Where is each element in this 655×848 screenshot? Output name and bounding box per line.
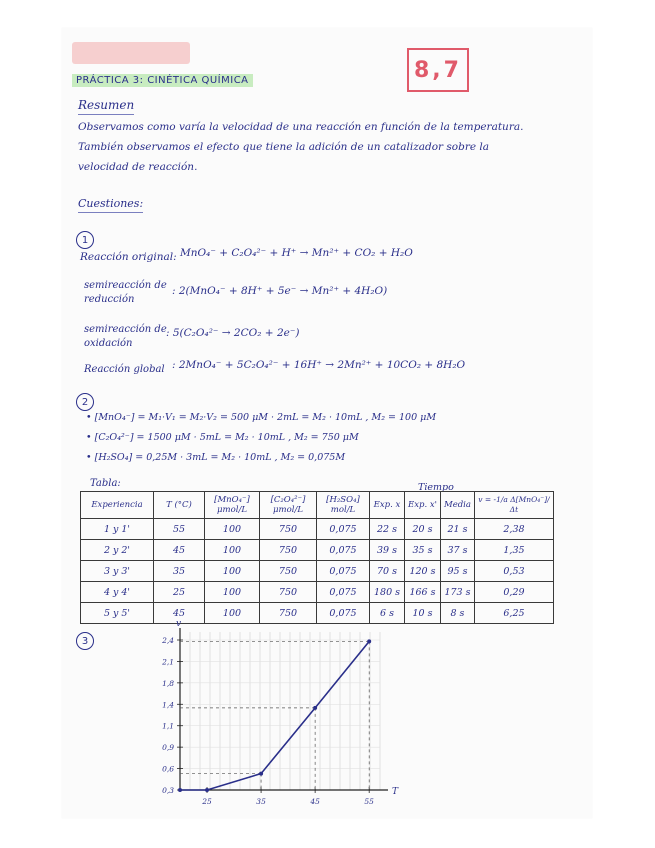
y-tick-label: 0,6 — [162, 764, 174, 774]
y-tick-label: 1,4 — [162, 700, 174, 710]
redacted-name-box — [72, 42, 190, 64]
cell-exp-x: 22 s — [370, 519, 405, 540]
cell-exp-x: 180 s — [370, 582, 405, 603]
y-axis-label: v — [176, 619, 182, 629]
cell-velocidad: 1,35 — [474, 540, 553, 561]
cell-c2o4: 750 — [260, 582, 317, 603]
table-row — [81, 540, 554, 561]
data-point — [178, 788, 182, 792]
question-3-number: 3 — [76, 632, 94, 650]
cell-h2so4: 0,075 — [317, 540, 370, 561]
reaccion-original-label: Reacción original: — [80, 251, 177, 263]
tabla-label: Tabla: — [90, 478, 121, 489]
header-velocidad: v = -1/a Δ[MnO₄⁻]/Δt — [474, 492, 553, 519]
data-point — [367, 639, 371, 643]
data-point — [205, 788, 209, 792]
cell-velocidad: 6,25 — [474, 603, 553, 624]
question-1-number: 1 — [76, 231, 94, 249]
cell-experiencia: 1 y 1' — [81, 519, 154, 540]
cell-experiencia: 4 y 4' — [81, 582, 154, 603]
cell-media: 37 s — [440, 540, 474, 561]
cell-mno4: 100 — [205, 582, 260, 603]
header-exp-x: Exp. x — [370, 492, 405, 519]
y-tick-label: 0,3 — [162, 786, 174, 795]
cell-exp-x: 6 s — [370, 603, 405, 624]
cell-h2so4: 0,075 — [317, 561, 370, 582]
cell-temperatura: 45 — [154, 603, 205, 624]
page-title: PRÁCTICA 3: CINÉTICA QUÍMICA — [72, 74, 253, 87]
cell-velocidad: 2,38 — [474, 519, 553, 540]
cell-temperatura: 25 — [154, 582, 205, 603]
x-axis-label: T — [392, 787, 399, 797]
tiempo-header: Tiempo — [418, 482, 454, 493]
cell-c2o4: 750 — [260, 561, 317, 582]
cell-velocidad: 0,53 — [474, 561, 553, 582]
data-point — [313, 706, 317, 710]
cell-h2so4: 0,075 — [317, 603, 370, 624]
cell-experiencia: 2 y 2' — [81, 540, 154, 561]
reaccion-global: : 2MnO₄⁻ + 5C₂O₄²⁻ + 16H⁺ → 2Mn²⁺ + 10CO₂ + 8H₂O — [172, 359, 466, 371]
cell-temperatura: 35 — [154, 561, 205, 582]
table-row — [81, 582, 554, 603]
table-row — [81, 519, 554, 540]
semi-oxidacion-label-2: oxidación — [84, 338, 133, 349]
header-c2o4: [C₂O₄²⁻] μmol/L — [260, 492, 317, 519]
cell-temperatura: 55 — [154, 519, 205, 540]
concentration-line-3: • [H₂SO₄] = 0,25M · 3mL = M₂ · 10mL , M₂ = 0,075M — [86, 452, 346, 463]
y-tick-label: 2,1 — [162, 657, 174, 667]
y-tick-label: 2,4 — [162, 636, 174, 645]
cell-mno4: 100 — [205, 540, 260, 561]
cell-exp-x-prime: 120 s — [405, 561, 441, 582]
question-2-number: 2 — [76, 393, 94, 411]
table-row — [81, 561, 554, 582]
grade-box: 8,7 — [407, 48, 469, 92]
cell-c2o4: 750 — [260, 603, 317, 624]
cell-exp-x: 39 s — [370, 540, 405, 561]
semi-reduccion-label-1: semireacción de — [84, 280, 167, 291]
cell-temperatura: 45 — [154, 540, 205, 561]
semi-oxidacion-label-1: semireacción de — [84, 324, 167, 335]
resumen-heading: Resumen — [78, 98, 134, 115]
cell-exp-x-prime: 35 s — [405, 540, 441, 561]
cell-mno4: 100 — [205, 561, 260, 582]
cell-media: 21 s — [440, 519, 474, 540]
cell-c2o4: 750 — [260, 540, 317, 561]
header-experiencia: Experiencia — [81, 492, 154, 519]
y-tick-label: 1,1 — [162, 721, 174, 731]
global-label: Reacción global — [84, 364, 165, 375]
reaccion-original: MnO₄⁻ + C₂O₄²⁻ + H⁺ → Mn²⁺ + CO₂ + H₂O — [180, 247, 413, 259]
cell-h2so4: 0,075 — [317, 519, 370, 540]
chart-grid — [180, 632, 380, 790]
cell-c2o4: 750 — [260, 519, 317, 540]
header-mno4: [MnO₄⁻] μmol/L — [205, 492, 260, 519]
cell-experiencia: 3 y 3' — [81, 561, 154, 582]
cell-exp-x-prime: 10 s — [405, 603, 441, 624]
header-temperatura: T (°C) — [154, 492, 205, 519]
velocity-temperature-chart — [150, 618, 400, 814]
cell-velocidad: 0,29 — [474, 582, 553, 603]
concentration-line-1: • [MnO₄⁻] = M₁·V₁ = M₂·V₂ = 500 μM · 2mL = M₂ · 10mL , M₂ = 100 μM — [86, 412, 437, 423]
header-exp-x-prime: Exp. x' — [405, 492, 441, 519]
x-tick-label: 55 — [364, 797, 374, 806]
table-header-row — [81, 492, 554, 519]
cell-mno4: 100 — [205, 603, 260, 624]
resumen-line-3: velocidad de reacción. — [78, 161, 198, 173]
chart-series — [178, 639, 371, 792]
cell-h2so4: 0,075 — [317, 582, 370, 603]
cuestiones-heading: Cuestiones: — [78, 196, 143, 213]
cell-experiencia: 5 y 5' — [81, 603, 154, 624]
resumen-line-1: Observamos como varía la velocidad de una reacción en función de la temperatura. — [78, 121, 524, 133]
cell-mno4: 100 — [205, 519, 260, 540]
x-tick-label: 35 — [256, 797, 266, 806]
semi-reduccion-label-2: reducción — [84, 294, 135, 305]
cell-media: 173 s — [440, 582, 474, 603]
header-media: Media — [440, 492, 474, 519]
series-line — [180, 641, 369, 790]
semi-oxidacion: : 5(C₂O₄²⁻ → 2CO₂ + 2e⁻) — [166, 327, 300, 339]
data-table — [80, 491, 554, 624]
header-h2so4: [H₂SO₄] mol/L — [317, 492, 370, 519]
semi-reduccion: : 2(MnO₄⁻ + 8H⁺ + 5e⁻ → Mn²⁺ + 4H₂O) — [172, 285, 388, 297]
x-tick-label: 25 — [202, 797, 212, 806]
cell-exp-x-prime: 166 s — [405, 582, 441, 603]
x-tick-label: 45 — [310, 797, 320, 806]
cell-media: 95 s — [440, 561, 474, 582]
y-tick-label: 1,8 — [162, 678, 174, 688]
data-point — [259, 772, 263, 776]
concentration-line-2: • [C₂O₄²⁻] = 1500 μM · 5mL = M₂ · 10mL , M₂ = 750 μM — [86, 432, 359, 443]
y-tick-label: 0,9 — [162, 743, 174, 753]
resumen-line-2: También observamos el efecto que tiene la adición de un catalizador sobre la — [78, 141, 490, 153]
cell-exp-x: 70 s — [370, 561, 405, 582]
cell-exp-x-prime: 20 s — [405, 519, 441, 540]
cell-media: 8 s — [440, 603, 474, 624]
